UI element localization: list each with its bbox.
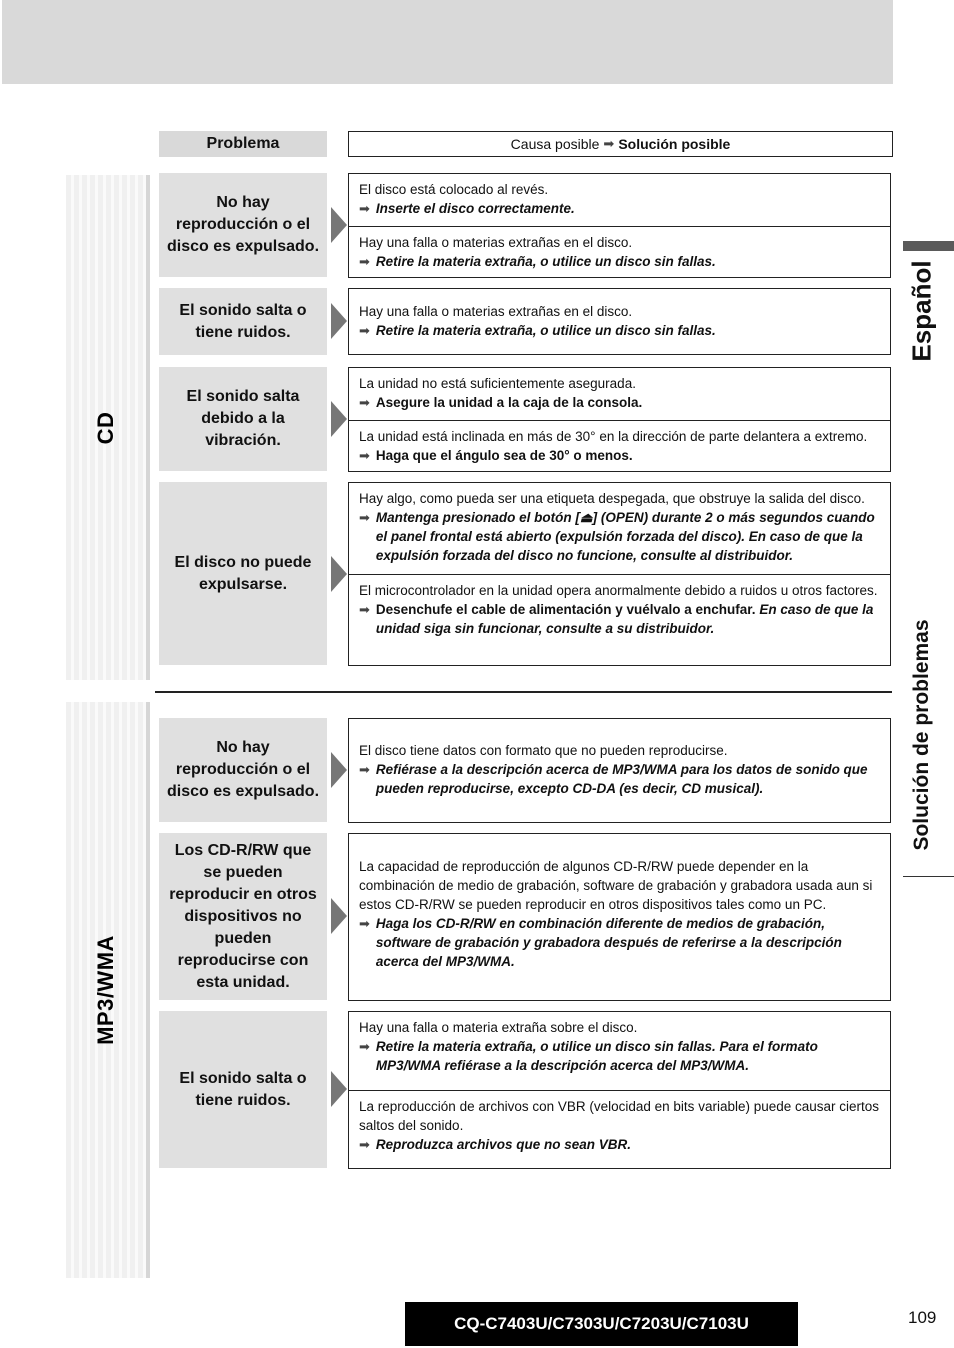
solution-cell — [349, 226, 890, 277]
fix-text: Inserte el disco correctamente. — [375, 201, 575, 216]
right-arrow-icon: ➡ — [359, 916, 370, 931]
cause-text: Hay una falla o materia extraña sobre el disco. — [359, 1020, 638, 1035]
right-arrow-icon: ➡ — [359, 395, 370, 410]
fix-text: Asegure la unidad a la caja de la consola. — [375, 395, 643, 410]
solution-box — [348, 833, 891, 1001]
fix-text: Retire la materia extraña, o utilice un disco sin fallas. — [375, 323, 716, 338]
cause-text: La reproducción de archivos con VBR (velocidad en bits variable) puede causar ciertos saltos del sonido. — [359, 1099, 880, 1133]
chevron-right-icon — [331, 1071, 347, 1107]
problem-cell: Los CD-R/RW que se pueden reproducir en otros dispositivos no pueden reproducirse con esta unidad. — [159, 833, 327, 1000]
section-tab-mp3wma — [66, 702, 150, 1278]
fix-text: Haga los CD-R/RW en combinación diferente de medios de grabación, software de grabación y grabadora después de referirse a la descripción acerca del MP3/WMA. — [375, 916, 842, 969]
fix-text: Reproduzca archivos que no sean VBR. — [375, 1137, 631, 1152]
chevron-right-icon — [331, 303, 347, 339]
solution-box — [348, 482, 891, 666]
fix-text — [376, 600, 880, 638]
solution-cell — [349, 174, 890, 226]
solution-cell — [349, 834, 890, 977]
cause-text: El disco está colocado al revés. — [359, 182, 549, 197]
fix-italic-text: En caso de que la unidad siga sin funcionar, consulte a su distribuidor. — [375, 602, 874, 636]
problem-cell: No hay reproducción o el disco es expulsado. — [159, 718, 327, 822]
fix-text: Mantenga presionado el botón [⏏] (OPEN) durante 2 o más segundos cuando el panel frontal está abierto (expulsión forzada del disco). En caso de que la expulsión forzada del disco no funcione, consulte al distribuidor. — [375, 510, 875, 563]
top-header-band — [2, 0, 893, 84]
right-arrow-icon: ➡ — [359, 201, 370, 216]
cause-text: La capacidad de reproducción de algunos CD-R/RW puede depender en la combinación de medio de grabación, software de grabación y grabadora usada aun si estos CD-R/RW se pueden reproducir en otros dispositivos tales como un PC. — [359, 859, 873, 912]
right-arrow-icon: ➡ — [359, 510, 370, 525]
problem-cell: El disco no puede expulsarse. — [159, 482, 327, 665]
header-solution: Solución posible — [618, 136, 731, 152]
right-arrow-icon: ➡ — [359, 323, 370, 338]
section-tab-cd — [66, 175, 150, 680]
language-tab-label: Español — [906, 260, 937, 362]
cause-text: La unidad está inclinada en más de 30° en la dirección de parte delantera a extremo. — [359, 429, 868, 444]
solution-cell — [349, 483, 890, 574]
chevron-right-icon — [331, 401, 347, 437]
cause-text: El microcontrolador en la unidad opera anormalmente debido a ruidos u otros factores. — [359, 583, 878, 598]
fix-text: Retire la materia extraña, o utilice un disco sin fallas. — [375, 254, 716, 269]
solution-cell — [349, 289, 890, 346]
problem-cell: El sonido salta o tiene ruidos. — [159, 288, 327, 355]
fix-text: Haga que el ángulo sea de 30° o menos. — [375, 448, 633, 463]
solution-box — [348, 288, 891, 355]
right-arrow-icon: ➡ — [359, 1039, 370, 1054]
problem-cell: No hay reproducción o el disco es expulsado. — [159, 173, 327, 277]
right-arrow-icon: ➡ — [359, 448, 370, 463]
section-tab-rule — [903, 876, 954, 877]
section-tab-label: Solución de problemas — [910, 619, 933, 851]
chevron-right-icon — [331, 898, 347, 934]
solution-box — [348, 173, 891, 278]
fix-text: Refiérase a la descripción acerca de MP3/WMA para los datos de sonido que pueden reproducirse, excepto CD-DA (es decir, CD musical). — [375, 762, 868, 796]
solution-cell — [349, 719, 890, 804]
chevron-right-icon — [331, 556, 347, 592]
cause-text: Hay una falla o materias extrañas en el disco. — [359, 235, 633, 250]
solution-box — [348, 1011, 891, 1169]
chevron-right-icon — [331, 207, 347, 243]
model-number-badge: CQ-C7403U/C7303U/C7203U/C7103U — [405, 1302, 798, 1346]
right-arrow-icon: ➡ — [359, 254, 370, 269]
section-label-cd: CD — [93, 411, 118, 444]
solution-cell — [349, 574, 890, 644]
section-label-mp3wma: MP3/WMA — [93, 935, 118, 1045]
problem-cell: El sonido salta o tiene ruidos. — [159, 1011, 327, 1168]
problem-cell: El sonido salta debido a la vibración. — [159, 367, 327, 471]
right-arrow-icon: ➡ — [359, 762, 370, 777]
solution-box — [348, 718, 891, 823]
solution-cell — [349, 420, 890, 471]
column-header-cause-solution — [348, 131, 893, 157]
page-number: 109 — [908, 1308, 937, 1327]
cause-text: El disco tiene datos con formato que no pueden reproducirse. — [359, 743, 728, 758]
column-header-problem: Problema — [159, 131, 327, 157]
chevron-right-icon — [331, 752, 347, 788]
section-divider — [155, 691, 892, 693]
solution-cell — [349, 1012, 890, 1090]
fix-bold-text: Desenchufe el cable de alimentación y vuélvalo a enchufar. — [375, 602, 756, 617]
cause-text: Hay una falla o materias extrañas en el disco. — [359, 304, 633, 319]
right-arrow-icon: ➡ — [603, 136, 615, 151]
right-arrow-icon: ➡ — [359, 1137, 370, 1152]
cause-text: Hay algo, como pueda ser una etiqueta despegada, que obstruye la salida del disco. — [359, 491, 865, 506]
solution-cell — [349, 368, 890, 420]
solution-box — [348, 367, 891, 472]
right-arrow-icon: ➡ — [359, 602, 370, 617]
cause-text: La unidad no está suficientemente asegurada. — [359, 376, 636, 391]
header-cause: Causa posible — [510, 136, 600, 152]
fix-text: Retire la materia extraña, o utilice un disco sin fallas. Para el formato MP3/WMA refiérase a la descripción acerca del MP3/WMA. — [375, 1039, 818, 1073]
language-tab-marker — [903, 241, 954, 251]
solution-cell — [349, 1090, 890, 1160]
